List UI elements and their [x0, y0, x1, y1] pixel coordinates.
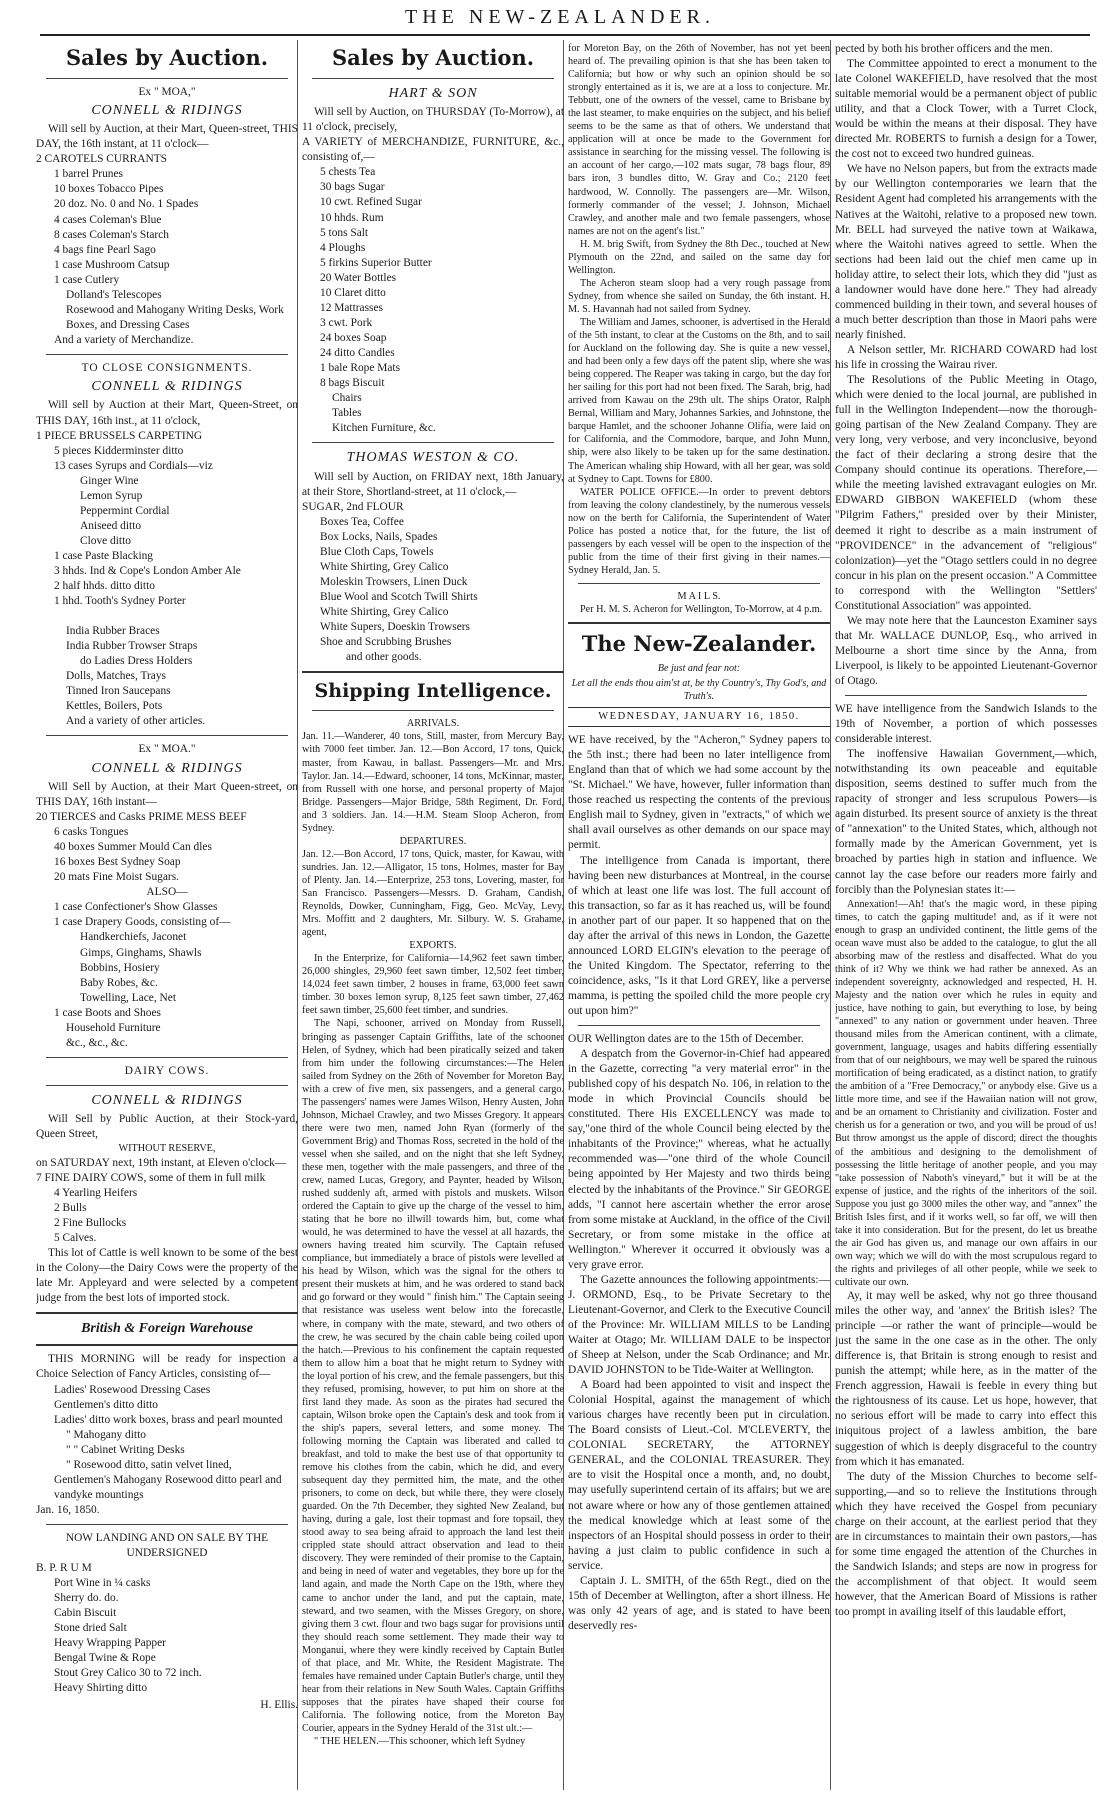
editorial-paragraph: OUR Wellington dates are to the 15th of December.	[568, 1033, 804, 1046]
ad-firm-name: CONNELL & RIDINGS	[91, 760, 243, 776]
list-item: 1 case Drapery Goods, consisting of—	[54, 916, 231, 929]
helen-article-start: " THE HELEN.—This schooner, which left Sydney	[314, 1736, 526, 1748]
list-item: &c., &c., &c.	[66, 1036, 128, 1049]
editorial-paragraph: The intelligence from Canada is important, there having been new disturbances at Montreal, in the course of which at least one life was lost. The full account of this transaction, so far as it has reached us, will be found in another part of our paper. It so happened that on the day after the arrival of this news in London, the Gazette announced LORD ELGIN's elevation to the peerage of the United Kingdom. The Spectator, referring to the coincidence, asks, "Is it that Lord GREY, like a perverse mamma, is petting the spoiled child the more people cry out upon him?"	[568, 854, 830, 1017]
shipping-note: The Acheron steam sloop had a very rough passage from Sydney, from whence she sailed on Sunday, the 6th instant. H. M. S. Havannah had not sailed from Sydney.	[568, 277, 830, 315]
list-item: SUGAR, 2nd FLOUR	[302, 500, 404, 513]
list-item: 4 bags fine Pearl Sago	[54, 243, 156, 256]
list-item: Bobbins, Hosiery	[80, 961, 160, 974]
list-item: Baby Robes, &c.	[80, 976, 158, 989]
mails-heading: M A I L S.	[677, 590, 721, 602]
list-item: Dolls, Matches, Trays	[66, 670, 166, 683]
list-item: 20 doz. No. 0 and No. 1 Spades	[54, 198, 199, 211]
list-item: Sherry do. do.	[54, 1592, 119, 1605]
editorial-paragraph: The Resolutions of the Public Meeting in Otago, which were denied to the local journal, are published in full in the Wellington Independent—now the thorough-going partisan of the New Zealand Company. They are very long, very verbose, and very inconclusive, beyond the fact of their declaring a strong desire that the Company should continue its operations. Therefore,—while the meeting lavished extravagant eulogies on Mr. EDWARD GIBBON WAKEFIELD (whom these "Pilgrim Fathers," presided over by their Minister, deemed it right to describe as a main instrument of "PROVIDENCE" in the advancement of "religious" colonization)—yet the "Otago settlers could in no degree concur in his plan on the present occasion." A Committee to correspond with the Wellington "Settlers' Constitutional Association" was appointed.	[835, 374, 1097, 612]
list-item: Port Wine in ¼ casks	[54, 1577, 151, 1590]
subheading-exports: EXPORTS.	[409, 940, 457, 952]
list-item: " Mahogany ditto	[66, 1428, 146, 1441]
list-item: 1 case Boots and Shoes	[54, 1006, 161, 1019]
divider	[312, 442, 554, 443]
list-item: 13 cases Syrups and Cordials—viz	[54, 459, 213, 472]
list-item: 30 bags Sugar	[320, 181, 385, 194]
editorial-paragraph: A Board had been appointed to visit and inspect the Colonial Hospital, against the management of which various charges have recently been put in circulation. The Board consists of Lieut.-Col. M'CLEVERTY, the COLONIAL SECRETARY, the ATTORNEY GENERAL, and the COLONIAL TREASURER. They are to visit the Hospital once a month, and, no doubt, may usefully superintend certain of its affairs; but we are not aware where or how any of those gentlemen attained the medical knowledge which at least some of the inspectors of an Hospital should possess in order to their having a just claim to public confidence in such a service.	[568, 1379, 830, 1572]
divider	[302, 671, 564, 673]
list-item: And a variety of other articles.	[66, 715, 206, 728]
list-item: Tables	[332, 407, 362, 420]
editorial-paragraph: The inoffensive Hawaiian Government,—which, notwithstanding its own peaceable and equitable disposition, seems destined to suffer much from the rapacity of stronger and less scrupulous Powers—is again disturbed. Its present source of anxiety is the threat of "annexation" to the United States, which, although not formally made by the American Government, yet is broached by parties high in station and influence. We cannot lay the case before our readers more fairly and forcibly than the Polynesian states it:—	[835, 748, 1097, 896]
list-item: 1 case Mushroom Catsup	[54, 258, 170, 271]
ad-firm-name: CONNELL & RIDINGS	[91, 378, 243, 394]
list-item: White Shirting, Grey Calico	[320, 560, 449, 573]
list-item: 40 boxes Summer Mould Can dles	[54, 841, 212, 854]
ad-heading-landing: NOW LANDING AND ON SALE BY THE UNDERSIGNED	[65, 1531, 269, 1559]
column-2	[302, 42, 564, 1787]
editorial-paragraph: A Nelson settler, Mr. RICHARD COWARD had lost his life in crossing the Wairau river.	[835, 343, 1097, 371]
divider	[36, 1312, 298, 1314]
list-item	[36, 609, 298, 624]
editorial-paragraph: pected by both his brother officers and the men.	[835, 43, 1053, 55]
list-item: 1 PIECE BRUSSELS CARPETING	[36, 429, 203, 442]
list-item: 10 hhds. Rum	[320, 211, 384, 224]
editorial-paragraph: We may note here that the Launceston Examiner says that Mr. WALLACE DUNLOP, Esq., who arrived in Melbourne a short time since by the Anna, from Liverpool, is likely to be appointed Lieutenant-Governor of Otago.	[835, 614, 1097, 687]
list-item: Bengal Twine & Rope	[54, 1652, 156, 1665]
list-item: 4 Yearling Heifers	[54, 1186, 138, 1199]
ad-intro: Will Sell by Auction, at their Mart Queen-street, on THIS DAY, 16th instant—	[36, 781, 298, 809]
ad-firm-name: THOMAS WESTON & CO.	[346, 450, 520, 466]
editorial-paragraph: We have no Nelson papers, but from the extracts made by our Wellington contemporaries we learn that the Resident Agent had completed his arrangements with the Natives at the Waitohi, relative to a proposed new town. Mr. BELL had surveyed the native town at Waikawa, where the Waitohi natives agreed to settle. When the sections had been laid out the chief men came up in holiday attire, to select their lots, which they did "just as a landowner would have done here." They had already commenced building in their town, and several houses of a much better description than those in Maori pahs were nearly finished.	[835, 163, 1097, 341]
column-4	[835, 42, 1097, 1787]
shipping-note: H. M. brig Swift, from Sydney the 8th Dec., touched at New Plymouth on the 22nd, and sailed on the same day for Wellington.	[568, 238, 830, 276]
list-item: And a variety of Merchandize.	[54, 333, 194, 346]
editorial-paragraph: A despatch from the Governor-in-Chief had appeared in the Gazette, correcting "a very material error" in the published copy of his despatch No. 106, in relation to the mode in which Provincial Councils should be constituted. There His EXCELLENCY was made to say,"one third of the whole Council being elected by the inhabitants of the Province;" whereas, what he actually recommended was—"one third of the whole Council being appointed by Her Majesty and two thirds being elected by the inhabitants of the Province." Sir GEORGE adds, "I cannot here ascertain whether the error arose from some mistake at Auckland, in the office of the Civil Secretary, or from some mistake in the office at Wellington." Wherever it occurred it obviously was a very grave error.	[568, 1048, 830, 1271]
arrivals-text: Jan. 11.—Wanderer, 40 tons, Still, master, from Mercury Bay, with 7000 feet timber. Jan. 12.—Bon Accord, 17 tons, Quick, master, from Kawau, in ballast. Passengers—Mr. and Mrs. Taylor. Jan. 14.—Edward, schooner, 14 tons, McKinnar, master, from Russell with one horse, and personal property of Major Bridge. Passengers—Major Bridge, 58th Regiment, Dr. Ford, and 3 soldiers. Jan. 14.—H.M. Steam Sloop Acheron, from Sydney.	[302, 731, 564, 834]
ad-when: on SATURDAY next, 19th instant, at Eleven o'clock—	[36, 1156, 287, 1169]
divider	[568, 622, 830, 624]
list-item: Stone dried Salt	[54, 1622, 127, 1635]
divider	[46, 1524, 288, 1525]
list-item: Lemon Syrup	[80, 489, 143, 502]
list-item: 8 cases Coleman's Starch	[54, 228, 169, 241]
list-item: " Rosewood ditto, satin velvet lined,	[66, 1458, 232, 1471]
list-item: Ladies' Rosewood Dressing Cases	[54, 1383, 211, 1396]
helen-article-continued: for Moreton Bay, on the 26th of November, has not yet been heard of. The prevailing opinion is that she has been taken to California; but how or why such an opinion should be so strongly entertained as it is, we are at a loss to conjecture. Mr. Tebbutt, one of the owners of the vessel, came to Brisbane by the last steamer, to make enquiries on the subject, and his belief seems to be the same as that of others. We understand that application will at once be made to the Government for assistance in searching for the missing vessel. The following is an account of her cargo,—102 mats sugar, 78 bags flour, 89 bars iron, 3 bundles ditto, W. Gray and Co.; 2120 feet hardwood, W. Connolly. The passengers are—Mr. Wilson, formerly commander of the vessel; J. Johnson, Michael Crawley, and another male and two female passengers, whose names are not on the agent's list."	[568, 43, 830, 237]
ad-item-list	[36, 1561, 298, 1696]
column-rule-3	[830, 40, 831, 1790]
list-item: Peppermint Cordial	[80, 504, 170, 517]
editorial-paragraph: Captain J. L. SMITH, of the 65th Regt., died on the 15th of December at Wellington, after a short illness. He was only 42 years of age, and is stated to have been deservedly res-	[568, 1574, 830, 1632]
list-item: 5 tons Salt	[320, 226, 369, 239]
list-item: 5 chests Tea	[320, 166, 376, 179]
list-item: 5 firkins Superior Butter	[320, 256, 432, 269]
ad-item-list	[302, 500, 564, 666]
paper-title: The New-Zealander.	[581, 631, 817, 657]
departures-text: Jan. 12.—Bon Accord, 17 tons, Quick, master, for Kawau, with sundries. Jan. 12.—Alligator, 15 tons, Holmes, master for Bay of Plenty. Jan. 14.—Enterprize, 253 tons, Lovering, master, for San Francisco. Passengers—Messrs. D. Graham, Candish, Reynolds, Dowker, Cunningham, Figg, Geo. McVay, Levy, Mrs. Moffitt and 2 daughters, Mr. Silbury. W. S. Grahame, agent,	[302, 848, 564, 939]
editorial-paragraph: WE have received, by the "Acheron," Sydney papers to the 5th inst.; there had been no later intelligence from England than that of which we had some account by the "St. Michael." We have, however, fuller information than those reached us respecting the contents of the previous English mail to Sydney, given in "extracts," of which we shall avail ourselves as other demands on our space may permit.	[568, 734, 830, 852]
list-item: White Supers, Doeskin Trowsers	[320, 621, 470, 634]
list-item: Aniseed ditto	[80, 519, 142, 532]
list-item: 10 Claret ditto	[320, 286, 386, 299]
list-item: Gentlemen's ditto ditto	[54, 1398, 158, 1411]
divider	[312, 78, 554, 79]
divider	[312, 710, 554, 711]
editorial-paragraph: The Gazette announces the following appointments:—J. ORMOND, Esq., to be Private Secretary to the Lieutenant-Governor, and Clerk to the Executive Council of the Province: Mr. WILLIAM MILLS to be Landing Waiter at Otago; Mr. WILLIAM DALE to be inspector of Sheep at Nelson, under the Scab Ordinance; and Mr. DAVID JOHNSTON to be Tide-Waiter at Wellington.	[568, 1273, 830, 1377]
list-item: Box Locks, Nails, Spades	[320, 530, 438, 543]
ad-note: This lot of Cattle is well known to be some of the best in the Colony—the Dairy Cows were the property of the late Mr. Appleyard and were selected by a competent judge from the best lots of imported stock.	[36, 1246, 298, 1304]
divider	[46, 1085, 288, 1086]
section-heading-auction: Sales by Auction.	[65, 45, 269, 70]
section-heading-shipping: Shipping Intelligence.	[314, 680, 552, 703]
masthead-rule	[40, 34, 1090, 36]
ad-item-list	[36, 1171, 298, 1246]
subheading-arrivals: ARRIVALS.	[406, 718, 460, 730]
motto-line: Let all the ends thou aim'st at, be thy Country's, Thy God's, and Truth's.	[571, 677, 827, 703]
ad-item-list	[302, 165, 564, 436]
ad-reserve: WITHOUT RESERVE,	[118, 1143, 216, 1155]
list-item: 6 casks Tongues	[54, 826, 129, 839]
list-item: 20 TIERCES and Casks PRIME MESS BEEF	[36, 811, 247, 824]
list-item: 24 boxes Soap	[320, 331, 387, 344]
editorial-paragraph: The duty of the Mission Churches to become self-supporting,—and so to relieve the Institutions through which they have received the Gospel from pecuniary charge on their account, at the earliest period that they are in circumstances to maintain their own pastors,—has for some time engaged the attention of the Churches in the Sandwich Islands; and steps are now in progress for the accomplishment of that object. It would seem however, that the American Board of Missions is rather too prompt in availing itself of this laudable effort,	[835, 1470, 1097, 1619]
ad-ex-ship: Ex " MOA."	[138, 743, 196, 756]
list-item: 7 FINE DAIRY COWS, some of them in full milk	[36, 1171, 266, 1184]
list-item: 4 cases Coleman's Blue	[54, 213, 162, 226]
list-item: Towelling, Lace, Net	[80, 991, 176, 1004]
list-item: Moleskin Trowsers, Linen Duck	[320, 576, 468, 589]
ad-item-list	[36, 429, 298, 730]
shipping-note: The William and James, schooner, is advertised in the Herald of the 5th instant, to clear at the Customs on the 8th, and to sail for Auckland on the following day. She is quite a new vessel, and had been only a few days off the patent slip, where she was being coppered. The Reaper was taking in cargo, but the day for her sailing for this port had not been fixed. The Sarah, brig, had arrived from Kawau on the 29th ult. The ships Orator, Ralph Bernal, William and Mary, Johannes Sarkies, and Johnstone, the barque Hamlet, and the schooner Johanne Olifia, were laid on for California, and the Commodore, barque, and John Munn, ship, were also likely to be taken up for the same destination. The American whaling ship Howard, with all her gear, was sold at Sydney to Capt. Towns for £800.	[568, 316, 830, 485]
list-item: 5 Calves.	[54, 1231, 97, 1244]
list-item: 2 CAROTELS CURRANTS	[36, 153, 168, 166]
list-item: 12 Mattrasses	[320, 301, 383, 314]
list-item: 20 Water Bottles	[320, 271, 397, 284]
ad-caps-heading: TO CLOSE CONSIGNMENTS.	[81, 361, 253, 374]
list-item: Gimps, Ginghams, Shawls	[80, 946, 202, 959]
issue-date: WEDNESDAY, JANUARY 16, 1850.	[568, 707, 830, 727]
list-item: India Rubber Trowser Straps	[66, 640, 198, 653]
list-item: and other goods.	[346, 651, 422, 664]
list-item: 20 mats Fine Moist Sugars.	[54, 871, 179, 884]
masthead: THE NEW-ZEALANDER.	[405, 6, 715, 28]
ad-item-list	[36, 810, 298, 1051]
list-item: Heavy Shirting ditto	[54, 1682, 148, 1695]
list-item: Clove ditto	[80, 534, 131, 547]
ad-lead: A VARIETY of MERCHANDIZE, FURNITURE, &c., consisting of,—	[302, 136, 564, 164]
list-item: do Ladies Dress Holders	[80, 655, 193, 668]
list-item: Dolland's Telescopes	[66, 288, 162, 301]
list-item: Shoe and Scrubbing Brushes	[320, 636, 452, 649]
section-heading-auction: Sales by Auction.	[331, 45, 535, 70]
list-item: 5 pieces Kidderminster ditto	[54, 444, 184, 457]
ad-ex-ship: Ex " MOA,"	[138, 85, 196, 98]
list-item: Kettles, Boilers, Pots	[66, 700, 163, 713]
list-item: Ginger Wine	[80, 474, 139, 487]
water-police-notice: WATER POLICE OFFICE.—In order to prevent debtors from leaving the colony clandestinely, by the numerous vessels now on the berth for California, the Superintendent of Water Police has posted a notice that, for the future, the list of passengers by each vessel will be open to the inspection of the public from the time of their first giving in their names.—Sydney Herald, Jan. 5.	[568, 486, 830, 576]
divider	[46, 735, 288, 736]
polynesian-quote: Annexation!—Ah! that's the magic word, in these piping times, to catch the gaping multitude! and, as if it were not enough to grasp an undivided continent, the little gems of the ocean wave must also be added to the catalogue, to glut the all absorbing maw of the restless and disaffected. What do you think of it? Why we think we had rather be annexed. As an independent sovereignty, acknowledged and respected, H. H. Majesty and the nation over which he rules in equity and justice, have nothing to gain, but everything to lose, by being "annexed" to any nation or government under heaven. Three thousand miles from the American continent, with a climate, government, language, usages and habits differing essentially from that of our neighbours, we may well be spared the ruinous mortification of being eradicated, as a distinct nation, to gratify the ambition of a "Free Democracy," or anybody else. Give us a little more time, and see if the Hawaiian nation will not grow, and be an ornament to Christianity and civilization. Foster and cherish us for a generation or two, and you will be proud of us! But throw amongst us the apple of discord; direct the thoughts of the ambitious and designing to the demolishment of possessing the little heritage of another people, and you may "take possession of Naboth's vineyard," but it will be at the expense of justice, and the rights of the inheritors of the soil. Suppose you just go 3000 miles the other way, and "annex" the British Isles first, and if it works well, so far off, we will then take it into consideration. But for the present, do let us breathe the air God has given us, and manage our own affairs in our own way; which we will do with the most scrupulous regard to the rights and privileges of all other people, while we seek to cultivate our own.	[835, 898, 1097, 1288]
column-1	[36, 42, 298, 1787]
list-item: 1 case Paste Blacking	[54, 549, 154, 562]
list-item: Cabin Biscuit	[54, 1607, 117, 1620]
mails-text: Per H. M. S. Acheron for Wellington, To-Morrow, at 4 p.m.	[580, 603, 823, 615]
ad-signature: H. Ellis.	[260, 1699, 298, 1712]
list-item: Household Furniture	[66, 1021, 161, 1034]
list-item: 10 boxes Tobacco Pipes	[54, 183, 164, 196]
list-item: 1 bale Rope Mats	[320, 361, 401, 374]
list-item: Boxes Tea, Coffee	[320, 515, 404, 528]
list-item: " " Cabinet Writing Desks	[66, 1443, 185, 1456]
list-item: 3 hhds. Ind & Cope's London Amber Ale	[54, 564, 241, 577]
list-item: 1 case Confectioner's Show Glasses	[54, 901, 218, 914]
list-item: B. P. R U M	[36, 1562, 92, 1575]
list-item: 24 ditto Candles	[320, 346, 395, 359]
list-item: Stout Grey Calico 30 to 72 inch.	[54, 1667, 202, 1680]
list-item: Blue Wool and Scotch Twill Shirts	[320, 591, 478, 604]
ad-intro: Will sell by Auction at their Mart, Queen-Street, on THIS DAY, 16th inst., at 11 o'clock,	[36, 399, 298, 427]
ad-caps-heading: DAIRY COWS.	[124, 1064, 210, 1077]
divider	[36, 1344, 298, 1346]
ad-intro: Will Sell by Public Auction, at their Stock-yard, Queen Street,	[36, 1113, 298, 1141]
list-item: 10 cwt. Refined Sugar	[320, 196, 422, 209]
divider	[845, 695, 1087, 696]
list-item: 4 Ploughs	[320, 241, 366, 254]
list-item: 1 hhd. Tooth's Sydney Porter	[54, 595, 186, 608]
ad-intro: Will sell by Auction, on FRIDAY next, 18th January, at their Store, Shortland-street, at 11 o'clock,—	[302, 470, 564, 498]
list-item: Tinned Iron Saucepans	[66, 685, 171, 698]
list-item: 3 cwt. Pork	[320, 316, 373, 329]
ad-intro: THIS MORNING will be ready for inspection a Choice Selection of Fancy Articles, consisting of—	[36, 1353, 298, 1381]
list-item: Chairs	[332, 392, 362, 405]
list-item: Rosewood and Mahogany Writing Desks, Work Boxes, and Dressing Cases	[66, 303, 284, 331]
ad-firm-name: CONNELL & RIDINGS	[91, 1092, 243, 1108]
ad-intro: Will sell by Auction, on THURSDAY (To-Morrow), at 11 o'clock, precisely,	[302, 106, 564, 134]
motto-line: Be just and fear not:	[657, 662, 741, 674]
editorial-paragraph: WE have intelligence from the Sandwich Islands to the 19th of November, a portion of which possesses considerable interest.	[835, 703, 1097, 746]
list-item: Jan. 16, 1850.	[36, 1503, 100, 1516]
list-item: 1 case Cutlery	[54, 273, 120, 286]
editorial-paragraph: The Committee appointed to erect a monument to the late Colonel WAKEFIELD, have resolved that the most suitable memorial would be a permanent object of public utility, and that a Clock Tower, with a Turret Clock, would be within the means at their disposal. They have directed Mr. ROBERTS to furnish a design for a Tower, the cost not to exceed two hundred guineas.	[835, 58, 1097, 161]
divider	[578, 583, 820, 584]
list-item: 1 barrel Prunes	[54, 168, 123, 181]
list-item: Gentlemen's Mahogany Rosewood ditto pearl and vandyke mountings	[54, 1473, 282, 1501]
list-item: ALSO—	[146, 886, 188, 899]
divider	[46, 354, 288, 355]
editorial-paragraph: Ay, it may well be asked, why not go three thousand miles the other way, and 'annex' the British isles? The principle —or rather the want of principle—would be just the same in the one case as in the other. The only difference is, that Britain is strong enough to resist and punish the attempt; while here, as in the matter of the French aggression, Hawaii is feeble in every thing but the rightousness of its cause. Let us hope, however, that no serious effort will be made to carry into effect this iniquitous project of a lawless ambition, the bare suggestion of which is deeply disgraceful to the country from which it has emanated.	[835, 1290, 1097, 1468]
list-item: Heavy Wrapping Papper	[54, 1637, 166, 1650]
list-item: 8 bags Biscuit	[320, 377, 385, 390]
list-item: White Shirting, Grey Calico	[320, 606, 449, 619]
list-item: Handkerchiefs, Jaconet	[80, 931, 187, 944]
list-item: 2 half hhds. ditto ditto	[54, 580, 155, 593]
column-3	[568, 42, 830, 1787]
ad-firm-name: HART & SON	[388, 85, 478, 101]
divider	[46, 78, 288, 79]
list-item: India Rubber Braces	[66, 625, 160, 638]
napi-article: The Napi, schooner, arrived on Monday from Russell, bringing as passenger Captain Griffiths, late of the schooner Helen, of Sydney, which had been piratically seized and taken from him under the following circumstances:—The Helen sailed from Sydney on the 26th of November for Moreton Bay, with a crew of five men, six passengers, and a general cargo. The passengers' names were James Wilson, Henry Austen, John Johnson, Michael Crawley, and two Misses Gregory. It appears there were two men, named John Ryan (formerly of the Government Brig) and Thomas Ross, secreted in the hold of the vessel when she sailed, and on the night that she left Sydney, these men, together with the male passengers, and three of the crew, named Lucas, Gregory, and Paynter, headed by Wilson, rushed suddenly aft, armed with pistols and muskets. Wilson ordered the Captain to give up the charge of the vessel to him, stating that he bore no illwill towards him, but, come what would, he was determined to have the vessel at all hazards, the owners having treated him scurvily. The Captain refused compliance, but immediately a brace of pistols were levelled at his head by Wilson, which was the signal for the others to present their muskets at him, and he was ordered to stand back and go forward or they would " finish him." The Captain seeing that resistance was useless went below into the forecastle, where, in company with the mate, steward, and two others of the crew, he was secured by the chain cable being coiled upon the hatch.—Previous to his confinement the captain requested them to allow him a boat that he might return to Sydney with the loyal portion of his crew, and the female passengers, but this they refused, promising, however, to put him on shore at the first land they made. As soon as the pirates had secured the captain, Wilson broke open the Captain's desk and took from it the ship's papers, several letters, and some money. The following morning the Captain was liberated and called to breakfast, and told to make the best use of that opportunity to remove his clothes from the cabin, which he did, and every subsequent day they permitted him, the mate, and the other prisoners, to come on deck, but while there, they were closely guarded. On the 7th December, they sighted New Zealand, but having, during a gale, lost their topmast and fore topsail, they stood away to sea being afraid to approach the land lest their crippled state should attract observation and lead to their discovery. They were reminded of their promise to the Captain, and being in need of water and vegetables, they bore up for the land again, and made the North Cape on the 19th, where they came to anchor under the land, and put the captain, mate, steward, and two seamen, with the Misses Gregory, on shore, giving them 3 cwt. flour and two bags sugar for provisions until they should reach some settlement. They made their way to Monganui, where they were kindly received by Captain Butler of that place, and Mr. White, the Resident Magistrate. The females have remained under Captain Butler's charge, until they hear from their relations in New South Wales. Captain Griffiths supposes that the pirates have shaped their course for California. The following notice, from the Moreton Bay Courier, appears in the Sydney Herald of the 31st ult.:—	[302, 1018, 564, 1734]
exports-text: In the Enterprize, for California—14,962 feet sawn timber, 26,000 shingles, 29,960 feet sawn timber, 12,502 feet timber, 14,024 feet sawn timber, 2 houses in frame, 63,000 feet sawn timber. 30 boxes lemon syrup, 8,125 feet sawn timber, 27,462 feet sawn timber, 25,600 feet timber, and sundries.	[302, 953, 564, 1017]
list-item: Ladies' ditto work boxes, brass and pearl mounted	[54, 1413, 283, 1426]
list-item: Blue Cloth Caps, Towels	[320, 545, 434, 558]
list-item: 16 boxes Best Sydney Soap	[54, 856, 181, 869]
divider	[578, 1025, 820, 1026]
ad-firm-name: CONNELL & RIDINGS	[91, 102, 243, 118]
list-item: 2 Bulls	[54, 1201, 87, 1214]
ad-heading-warehouse: British & Foreign Warehouse	[81, 1320, 253, 1336]
list-item: Kitchen Furniture, &c.	[332, 422, 436, 435]
ad-item-list	[36, 152, 298, 348]
list-item: 2 Fine Bullocks	[54, 1216, 127, 1229]
subheading-departures: DEPARTURES.	[399, 835, 467, 847]
ad-intro: Will sell by Auction, at their Mart, Queen-street, THIS DAY, the 16th instant, at 11 o'clock—	[36, 123, 298, 151]
divider	[46, 1057, 288, 1058]
ad-item-list	[36, 1383, 298, 1518]
